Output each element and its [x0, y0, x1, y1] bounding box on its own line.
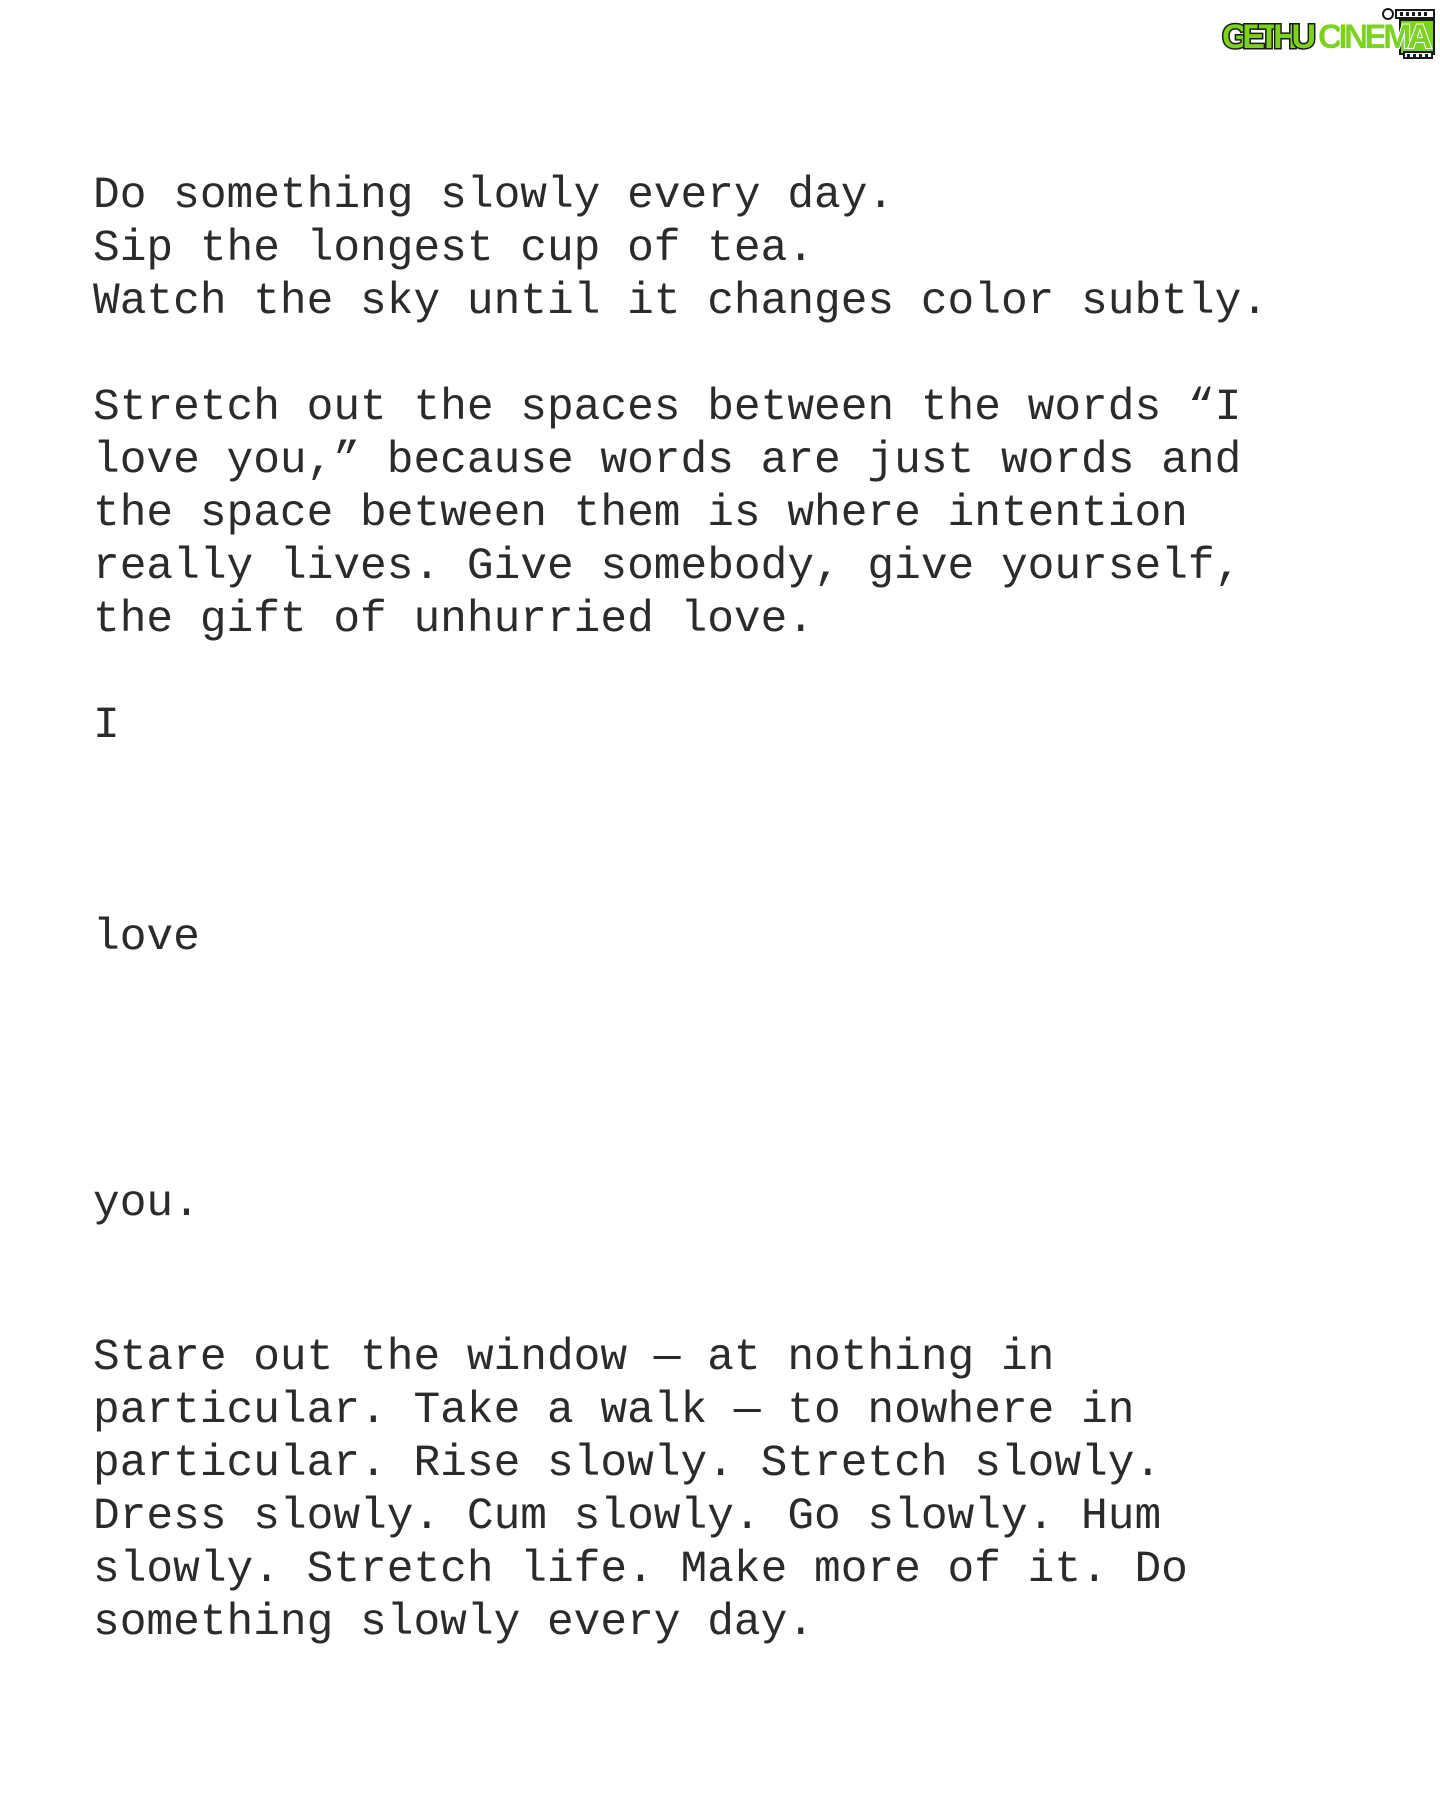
text-line: something slowly every day. [93, 1598, 815, 1648]
logo-word-gethu: GETHU [1222, 18, 1316, 56]
text-line: really lives. Give somebody, give yourself, [93, 542, 1242, 592]
poem-opening [93, 170, 1353, 647]
text-line: the gift of unhurried love. [93, 595, 815, 645]
poem-closing [93, 1332, 1353, 1650]
spaced-word-i: I [93, 701, 120, 751]
gethu-cinema-logo [1220, 8, 1436, 60]
blank-line [93, 329, 1353, 382]
text-line: slowly. Stretch life. Make more of it. Do [93, 1545, 1188, 1595]
text-line: Dress slowly. Cum slowly. Go slowly. Hum [93, 1492, 1162, 1542]
text-line: Do something slowly every day. [93, 171, 895, 221]
text-line: Stretch out the spaces between the words “I [93, 383, 1242, 433]
logo-word-cinema: CINEMA [1318, 18, 1432, 56]
text-line: Watch the sky until it changes color subtly. [93, 277, 1268, 327]
spaced-word-you: you. [93, 1179, 200, 1229]
text-line: love you,” because words are just words and [93, 436, 1242, 486]
text-line: the space between them is where intention [93, 489, 1188, 539]
text-line: Stare out the window — at nothing in [93, 1333, 1055, 1383]
text-line: particular. Rise slowly. Stretch slowly. [93, 1439, 1162, 1489]
text-line: Sip the longest cup of tea. [93, 224, 815, 274]
text-line: particular. Take a walk — to nowhere in [93, 1386, 1135, 1436]
spaced-word-love: love [93, 913, 200, 963]
